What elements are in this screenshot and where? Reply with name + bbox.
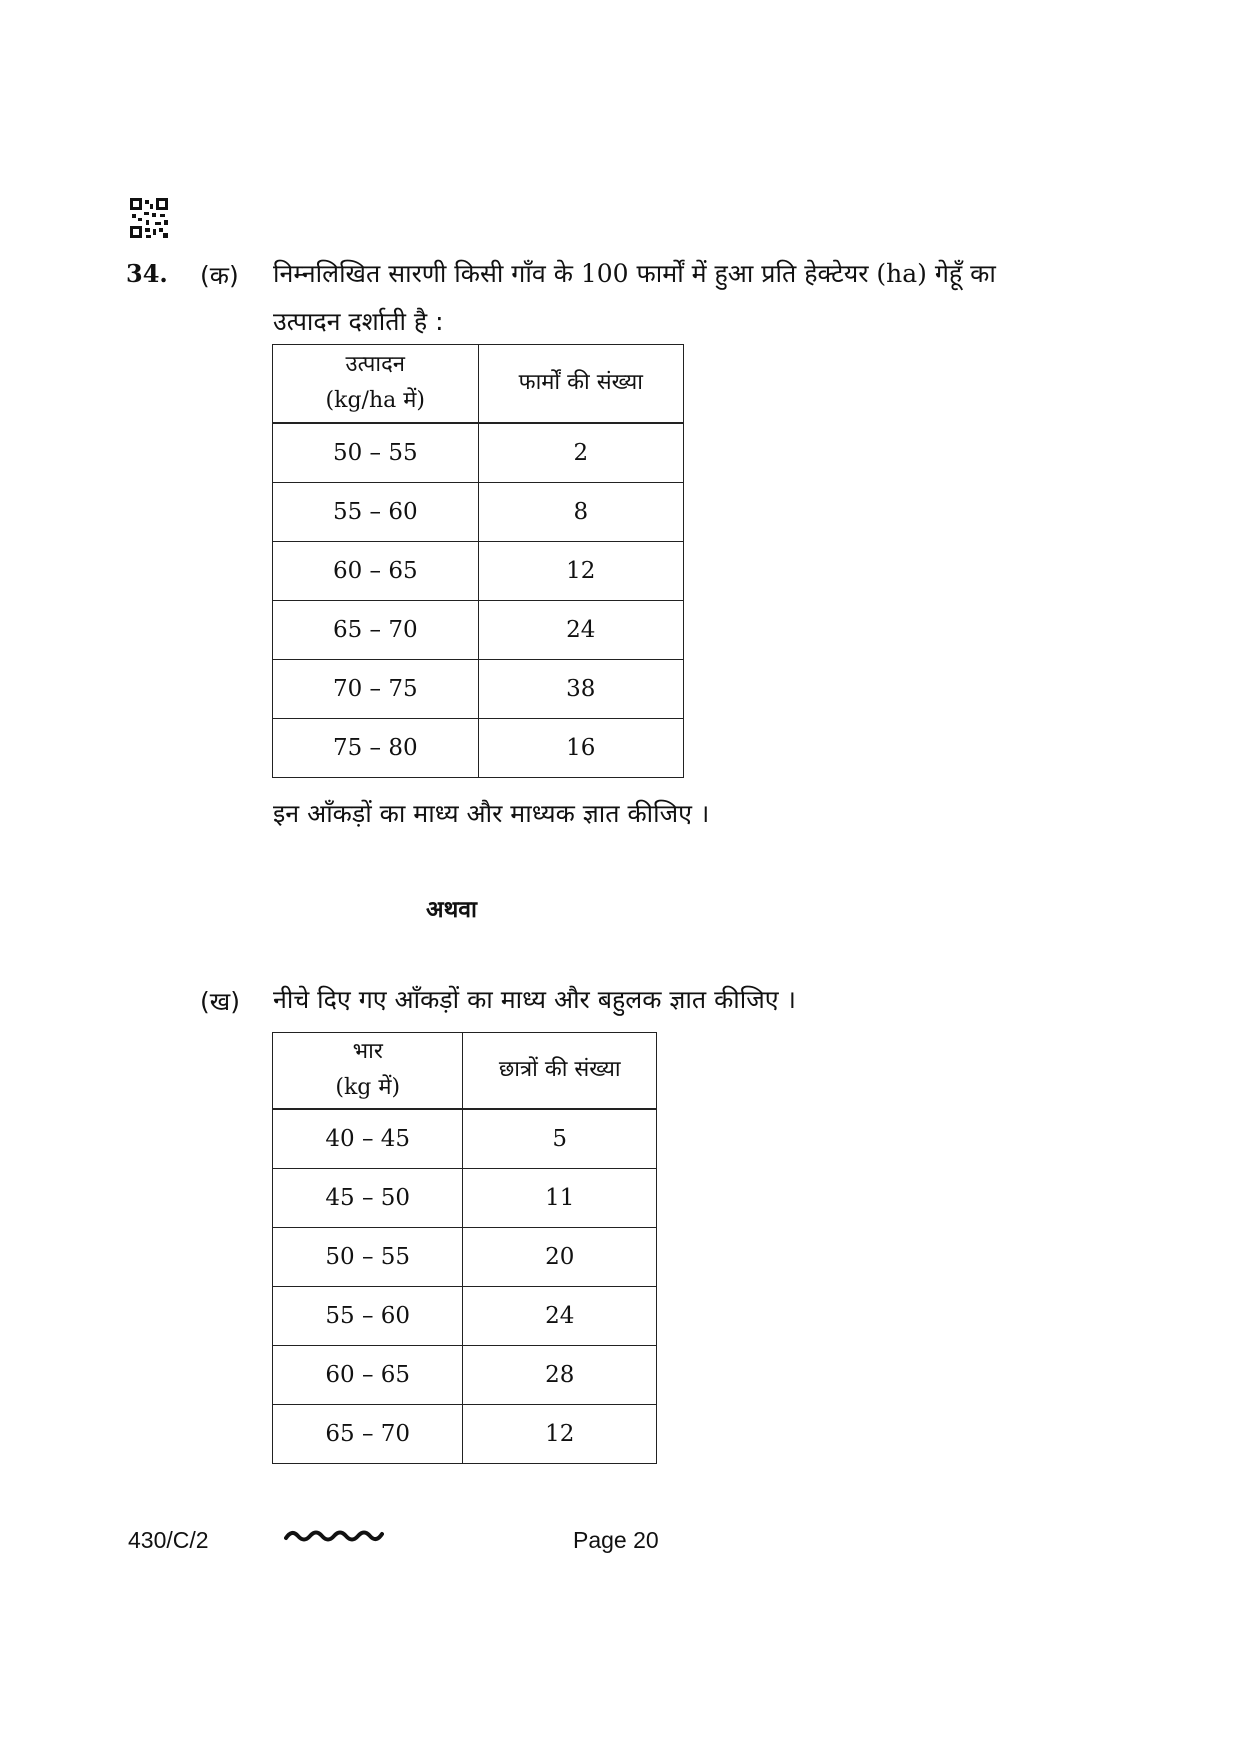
weight-table — [272, 1032, 657, 1464]
table-row: 65 – 70 12 — [273, 1404, 657, 1463]
table-row: 50 – 55 2 — [273, 423, 684, 483]
table-row: 75 – 80 16 — [273, 718, 684, 777]
table-row: 45 – 50 11 — [273, 1168, 657, 1227]
table-row: 65 – 70 24 — [273, 600, 684, 659]
part-a-intro-line1: निम्नलिखित सारणी किसी गाँव के 100 फार्मों में हुआ प्रति हेक्टेयर (ha) गेहूँ का — [273, 259, 996, 288]
farms-count-header: फार्मों की संख्या — [478, 345, 683, 423]
table-row: 55 – 60 24 — [273, 1286, 657, 1345]
table-row: 70 – 75 38 — [273, 659, 684, 718]
part-a-label: (क) — [200, 261, 239, 290]
table-row: 50 – 55 20 — [273, 1227, 657, 1286]
part-b-label: (ख) — [200, 987, 240, 1016]
table-row: 55 – 60 8 — [273, 482, 684, 541]
part-a-intro — [273, 250, 1073, 346]
weight-header: भार (kg में) — [273, 1033, 463, 1109]
table-row: 60 – 65 28 — [273, 1345, 657, 1404]
table-row: 40 – 45 5 — [273, 1109, 657, 1169]
tilde-ornament-icon — [284, 1525, 384, 1547]
qr-code-icon — [130, 198, 168, 238]
table-row: 60 – 65 12 — [273, 541, 684, 600]
question-number: 34. — [126, 259, 168, 288]
paper-code: 430/C/2 — [128, 1527, 209, 1553]
part-a-instruction: इन आँकड़ों का माध्य और माध्यक ज्ञात कीजिए । — [273, 799, 710, 828]
part-a-intro-line2: उत्पादन दर्शाती है : — [273, 307, 444, 336]
page-number: Page 20 — [573, 1527, 659, 1553]
part-b-instruction: नीचे दिए गए आँकड़ों का माध्य और बहुलक ज्ञात कीजिए । — [273, 985, 797, 1014]
or-divider: अथवा — [426, 897, 478, 923]
production-table — [272, 344, 684, 778]
production-header: उत्पादन (kg/ha में) — [273, 345, 479, 423]
students-count-header: छात्रों की संख्या — [463, 1033, 657, 1109]
